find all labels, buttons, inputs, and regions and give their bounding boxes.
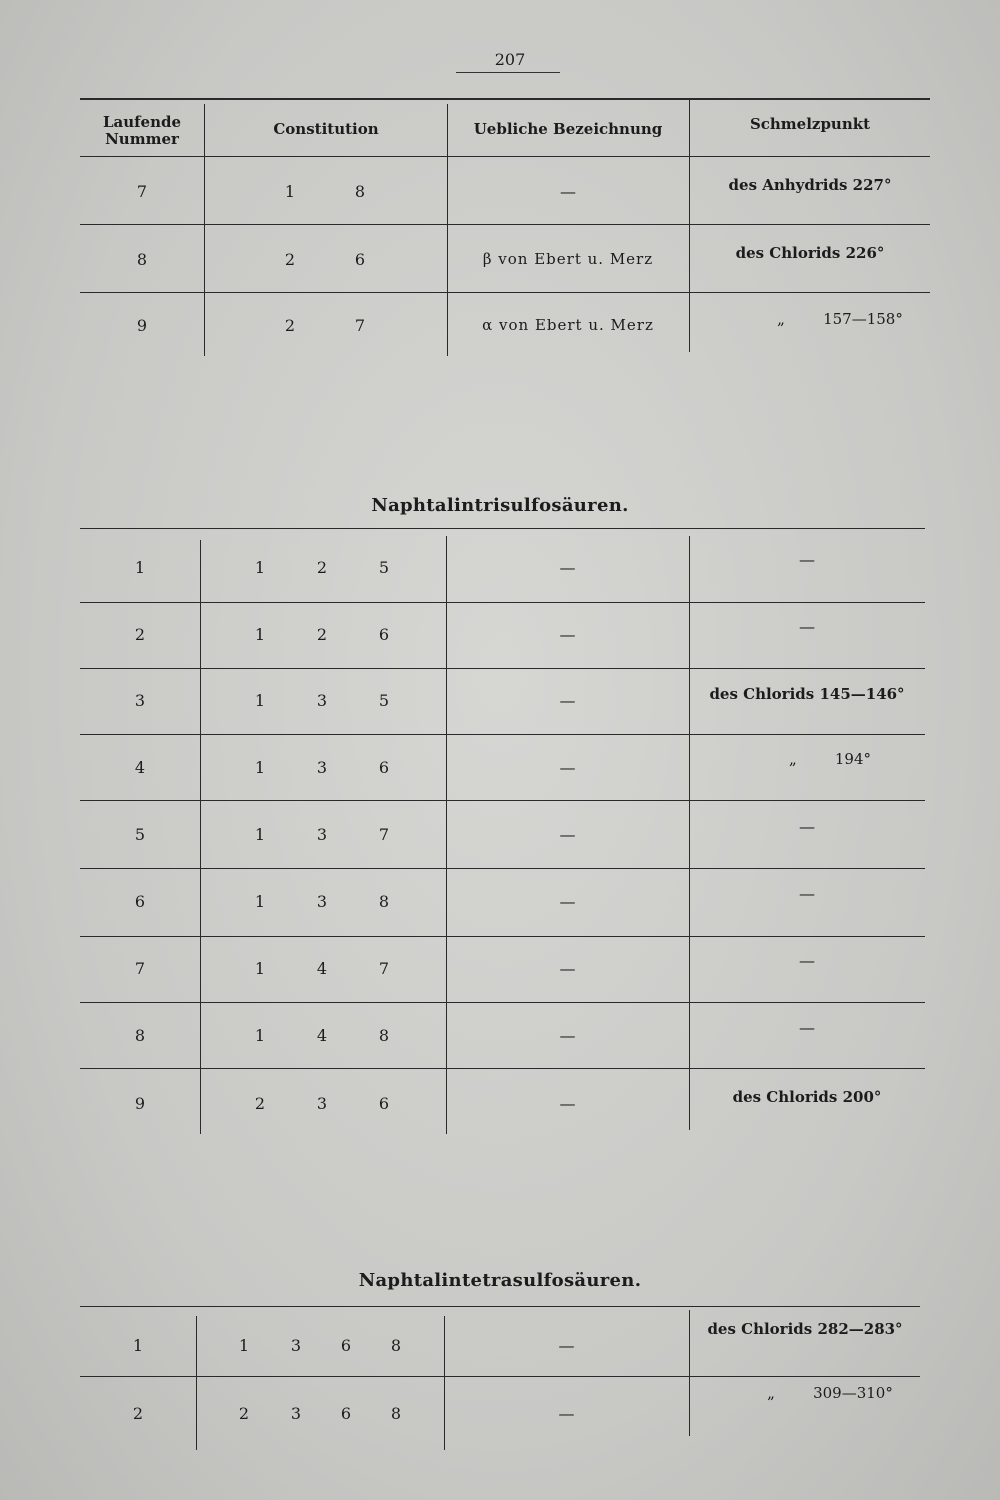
constitution-position: 1: [254, 825, 266, 844]
row-rule: [80, 936, 925, 937]
schmelzpunkt-value: —: [799, 951, 815, 970]
bezeichnung-value: —: [559, 825, 576, 844]
schmelzpunkt-value: des Chlorids 145—146°: [709, 685, 905, 703]
schmelzpunkt-value: —: [799, 1018, 815, 1037]
constitution-position: 1: [254, 691, 266, 710]
row-rule: [80, 1068, 925, 1069]
row-number: 8: [136, 250, 148, 269]
table-top-rule: [80, 98, 930, 100]
row-number: 6: [134, 892, 146, 911]
bezeichnung-value: —: [559, 892, 576, 911]
row-number: 8: [134, 1026, 146, 1045]
constitution-position: 8: [390, 1404, 402, 1423]
column-divider: [196, 1316, 197, 1450]
section-title-tetrasulfo: Naphtalintetrasulfosäuren.: [358, 1270, 642, 1291]
row-number: 4: [134, 758, 146, 777]
column-divider: [689, 536, 690, 1130]
bezeichnung-value: —: [558, 1336, 575, 1355]
column-divider: [689, 1310, 690, 1436]
column-divider: [444, 1316, 445, 1450]
constitution-position: 5: [378, 558, 390, 577]
schmelzpunkt-value: „ 157—158°: [777, 310, 903, 328]
bezeichnung-value: —: [559, 625, 576, 644]
row-number: 7: [136, 182, 148, 201]
row-rule: [80, 668, 925, 669]
section-title-trisulfo: Naphtalintrisulfosäuren.: [371, 495, 629, 516]
bezeichnung-value: —: [559, 691, 576, 710]
table-top-rule: [80, 1306, 920, 1307]
schmelzpunkt-value: —: [799, 617, 815, 636]
page-number: 207: [494, 50, 526, 69]
bezeichnung-value: —: [558, 1404, 575, 1423]
constitution-position: 8: [390, 1336, 402, 1355]
table-top-rule: [80, 528, 925, 529]
constitution-position: 7: [378, 825, 390, 844]
row-number: 1: [132, 1336, 144, 1355]
column-divider: [204, 104, 205, 356]
constitution-position: 1: [254, 1026, 266, 1045]
column-divider: [200, 540, 201, 1134]
row-rule: [80, 1002, 925, 1003]
constitution-position: 6: [354, 250, 366, 269]
constitution-position: 1: [284, 182, 296, 201]
constitution-position: 3: [316, 758, 328, 777]
constitution-position: 1: [254, 758, 266, 777]
bezeichnung-value: —: [559, 558, 576, 577]
schmelzpunkt-value: —: [799, 817, 815, 836]
header-constitution: Constitution: [273, 120, 379, 138]
schmelzpunkt-value: des Anhydrids 227°: [728, 176, 892, 194]
constitution-position: 7: [354, 316, 366, 335]
constitution-position: 3: [316, 892, 328, 911]
schmelzpunkt-value: des Chlorids 200°: [732, 1088, 882, 1106]
row-rule: [80, 800, 925, 801]
constitution-position: 1: [254, 959, 266, 978]
schmelzpunkt-value: „ 309—310°: [767, 1384, 893, 1402]
header-nummer: Laufende Nummer: [102, 113, 182, 148]
row-number: 9: [134, 1094, 146, 1113]
constitution-position: 3: [290, 1336, 302, 1355]
constitution-position: 2: [316, 558, 328, 577]
constitution-position: 8: [378, 892, 390, 911]
column-divider: [689, 100, 690, 352]
header-bezeichnung: Uebliche Bezeichnung: [473, 120, 663, 138]
row-number: 2: [134, 625, 146, 644]
constitution-position: 8: [354, 182, 366, 201]
constitution-position: 2: [284, 316, 296, 335]
constitution-position: 1: [254, 892, 266, 911]
row-number: 1: [134, 558, 146, 577]
row-number: 7: [134, 959, 146, 978]
constitution-position: 4: [316, 1026, 328, 1045]
row-rule: [80, 1376, 920, 1377]
constitution-position: 6: [378, 758, 390, 777]
bezeichnung-value: —: [559, 758, 576, 777]
constitution-position: 4: [316, 959, 328, 978]
header-bottom-rule: [80, 156, 930, 157]
constitution-position: 3: [316, 1094, 328, 1113]
constitution-position: 6: [378, 1094, 390, 1113]
bezeichnung-value: —: [559, 959, 576, 978]
constitution-position: 3: [290, 1404, 302, 1423]
bezeichnung-value: α von Ebert u. Merz: [482, 316, 654, 334]
constitution-position: 8: [378, 1026, 390, 1045]
header-schmelzpunkt: Schmelzpunkt: [749, 115, 871, 133]
row-number: 3: [134, 691, 146, 710]
row-number: 2: [132, 1404, 144, 1423]
constitution-position: 6: [378, 625, 390, 644]
row-rule: [80, 224, 930, 225]
row-rule: [80, 868, 925, 869]
constitution-position: 3: [316, 825, 328, 844]
bezeichnung-value: —: [559, 1026, 576, 1045]
column-divider: [446, 536, 447, 1134]
constitution-position: 2: [284, 250, 296, 269]
constitution-position: 6: [340, 1404, 352, 1423]
row-number: 9: [136, 316, 148, 335]
schmelzpunkt-value: „ 194°: [788, 750, 872, 768]
constitution-position: 5: [378, 691, 390, 710]
constitution-position: 1: [238, 1336, 250, 1355]
schmelzpunkt-value: —: [799, 884, 815, 903]
column-divider: [447, 104, 448, 356]
constitution-position: 1: [254, 558, 266, 577]
constitution-position: 6: [340, 1336, 352, 1355]
schmelzpunkt-value: des Chlorids 282—283°: [707, 1320, 903, 1338]
bezeichnung-value: —: [560, 182, 576, 201]
constitution-position: 3: [316, 691, 328, 710]
row-rule: [80, 602, 925, 603]
bezeichnung-value: β von Ebert u. Merz: [482, 250, 654, 268]
schmelzpunkt-value: des Chlorids 226°: [735, 244, 885, 262]
page-number-rule: [456, 72, 560, 73]
constitution-position: 1: [254, 625, 266, 644]
row-number: 5: [134, 825, 146, 844]
schmelzpunkt-value: —: [799, 550, 815, 569]
bezeichnung-value: —: [559, 1094, 576, 1113]
constitution-position: 2: [316, 625, 328, 644]
constitution-position: 7: [378, 959, 390, 978]
row-rule: [80, 292, 930, 293]
constitution-position: 2: [254, 1094, 266, 1113]
constitution-position: 2: [238, 1404, 250, 1423]
row-rule: [80, 734, 925, 735]
